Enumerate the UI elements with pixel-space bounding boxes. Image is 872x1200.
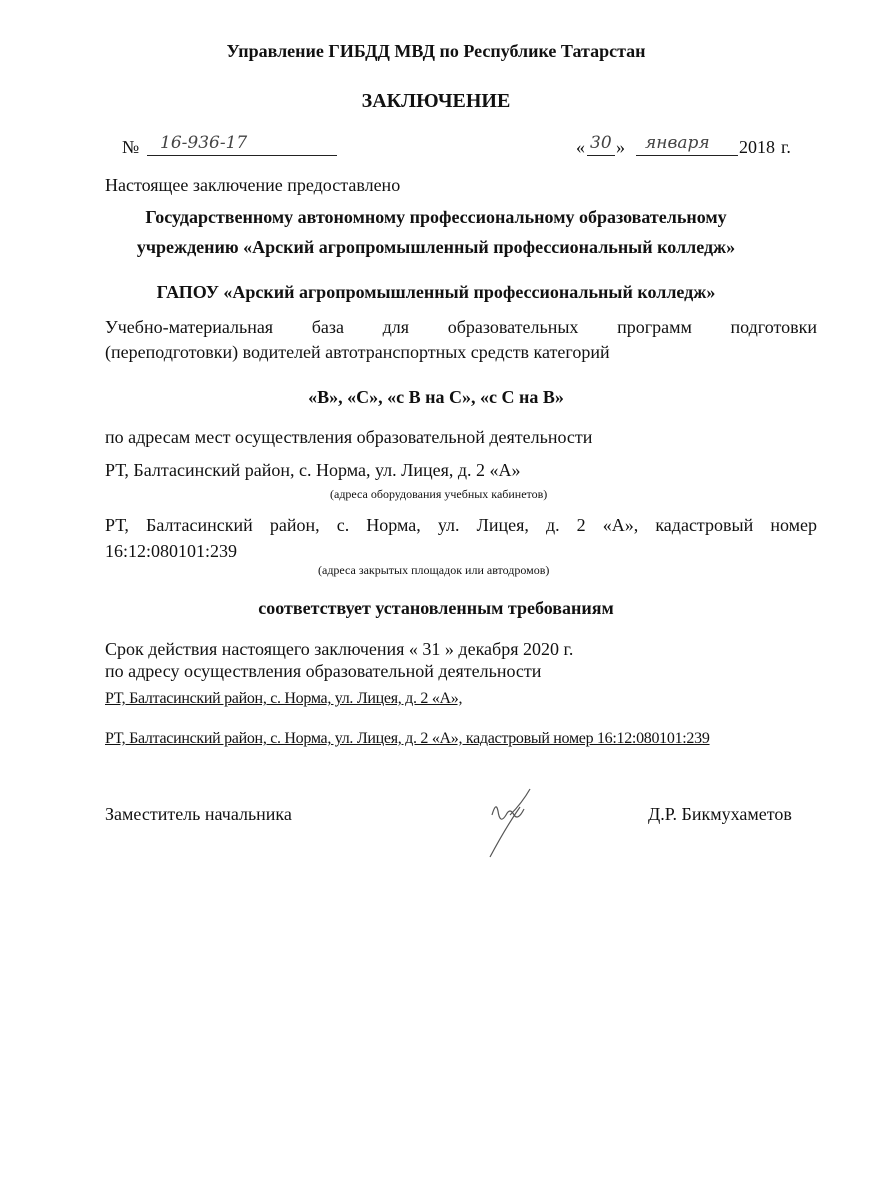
issuer-header: Управление ГИБДД МВД по Республике Татарстан <box>226 41 646 61</box>
basis-line2: (переподготовки) водителей автотранспортных средств категорий <box>105 342 610 362</box>
date-month: января <box>645 133 710 153</box>
intro-text: Настоящее заключение предоставлено <box>105 175 401 195</box>
validity-address-1: РТ, Балтасинский район, с. Норма, ул. Лицея, д. 2 «А», <box>105 690 463 707</box>
document-title: ЗАКЛЮЧЕНИЕ <box>361 90 511 112</box>
org-short-name: ГАПОУ «Арский агропромышленный профессиональный колледж» <box>156 282 716 302</box>
number-prefix: № <box>122 137 140 157</box>
date-day: 30 <box>590 133 612 153</box>
signature-image <box>480 785 550 860</box>
verdict: соответствует установленным требованиям <box>258 598 614 618</box>
training-ground-address-line1: РТ, Балтасинский район, с. Норма, ул. Лицея, д. 2 «А», кадастровый номер <box>105 515 817 535</box>
validity-address-intro: по адресу осуществления образовательной деятельности <box>105 661 542 681</box>
date-year: 2018 <box>739 137 775 157</box>
addresses-intro: по адресам мест осуществления образовательной деятельности <box>105 427 593 447</box>
categories: «В», «С», «с В на С», «с С на В» <box>308 387 564 407</box>
signatory-name: Д.Р. Бикмухаметов <box>648 804 792 824</box>
validity-address-2: РТ, Балтасинский район, с. Норма, ул. Лицея, д. 2 «А», кадастровый номер 16:12:080101:239 <box>105 730 710 747</box>
validity-term: Срок действия настоящего заключения « 31 » декабря 2020 г. <box>105 639 574 659</box>
training-ground-address-caption: (адреса закрытых площадок или автодромов) <box>318 563 550 577</box>
training-ground-address-line2: 16:12:080101:239 <box>105 541 238 561</box>
classroom-address: РТ, Балтасинский район, с. Норма, ул. Лицея, д. 2 «А» <box>105 460 521 480</box>
org-full-name-line2: учреждению «Арский агропромышленный профессиональный колледж» <box>136 237 736 257</box>
signatory-title: Заместитель начальника <box>105 804 292 824</box>
org-full-name-line1: Государственному автономному профессиональному образовательному <box>145 207 727 227</box>
number-value: 16-936-17 <box>160 133 248 153</box>
classroom-address-caption: (адреса оборудования учебных кабинетов) <box>330 487 548 501</box>
basis-line1: Учебно-материальная база для образовательных программ подготовки <box>105 317 817 337</box>
